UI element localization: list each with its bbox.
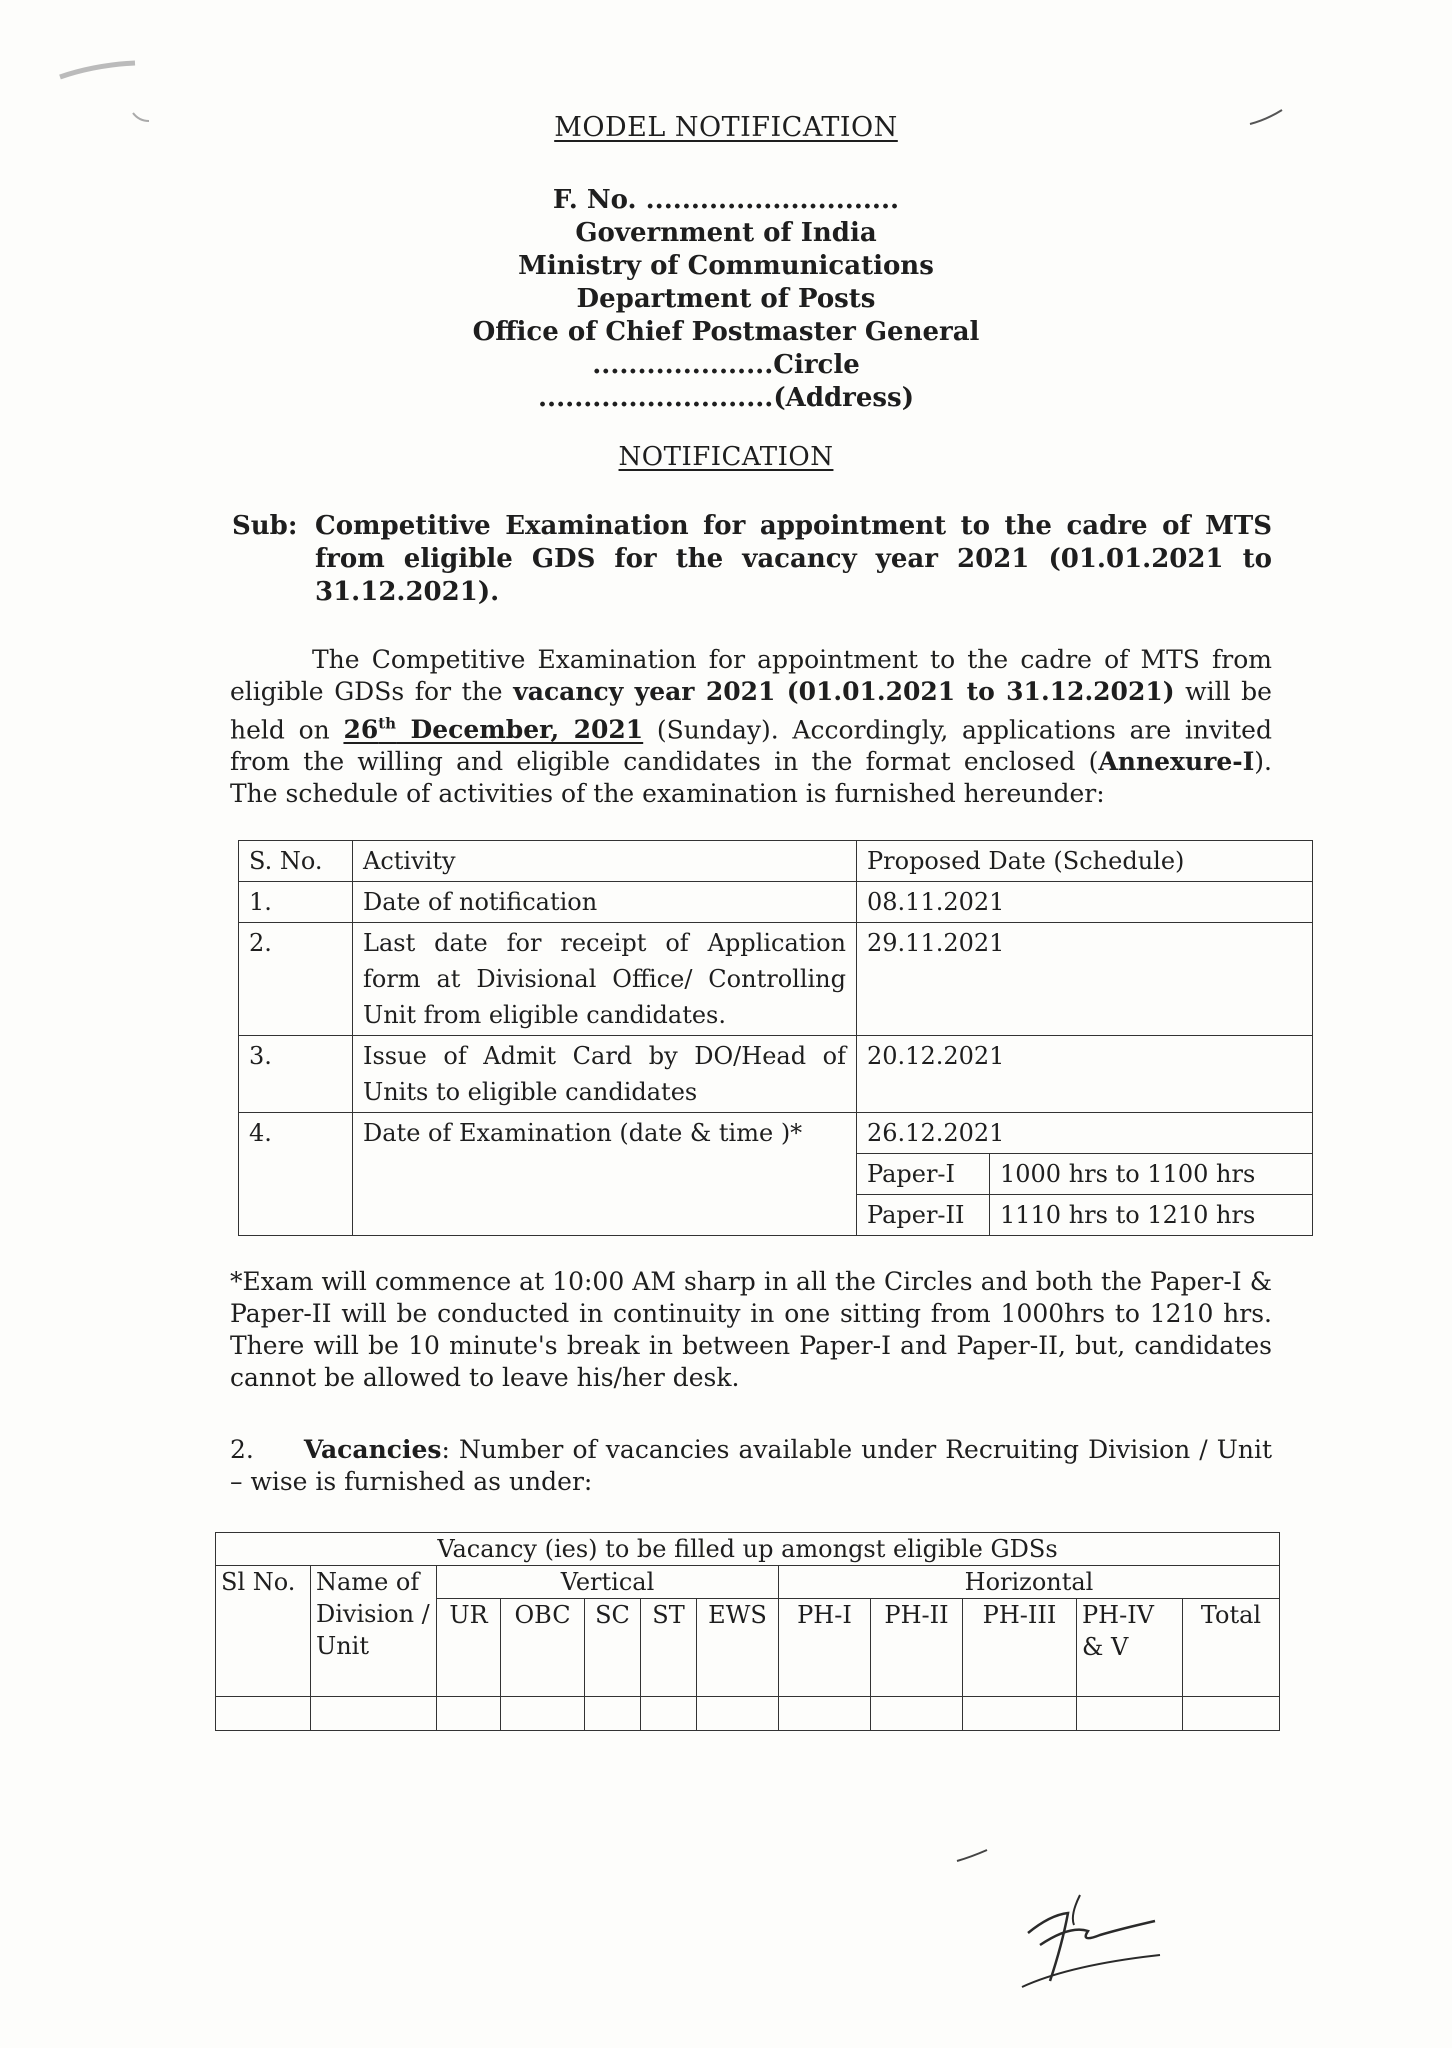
sl-no-header: Sl No. (216, 1566, 311, 1697)
table-row: 2. Last date for receipt of Application form at Divisional Office/ Controlling Unit from eligible candidates. 29.11.2021 (239, 923, 1313, 1036)
exam-note: *Exam will commence at 10:00 AM sharp in all the Circles and both the Paper-I & Paper-II will be conducted in continuity in one sitting from 1000hrs to 1210 hrs. There will be 10 minute's break in between Paper-I and Paper-II, but, candidates cannot be allowed to leave his/her desk. (230, 1267, 1272, 1392)
vacancies-label: Vacancies (303, 1435, 442, 1464)
vacancy-table (215, 1532, 1280, 1731)
model-notification-title: MODEL NOTIFICATION (554, 112, 898, 143)
header-sno: S. No. (239, 841, 353, 882)
header-date: Proposed Date (Schedule) (857, 841, 1313, 882)
vacancy-year-bold: vacancy year 2021 (01.01.2021 to 31.12.2021) (513, 677, 1175, 706)
ink-mark (955, 1848, 989, 1864)
subject-text: Competitive Examination for appointment to the cadre of MTS from eligible GDS for the vacancy year 2021 (01.01.2021 to 31.12.2021). (315, 511, 1272, 607)
office-line: Office of Chief Postmaster General (472, 317, 980, 347)
scan-smudge (55, 55, 155, 125)
notification-title: NOTIFICATION (618, 442, 834, 472)
exam-date-bold: 26th December, 2021 (343, 715, 644, 745)
division-header: Name of Division / Unit (311, 1566, 437, 1697)
govt-line: Government of India (575, 218, 877, 248)
table-row (216, 1533, 1280, 1566)
horizontal-header: Horizontal (779, 1566, 1280, 1599)
schedule-table (238, 840, 1313, 1236)
address-line: ..........................(Address) (538, 383, 914, 413)
annexure-bold: Annexure-I (1098, 747, 1255, 777)
table-row: 4. Date of Examination (date & time )* 26.12.2021 (239, 1113, 1313, 1154)
circle-line: ....................Circle (592, 350, 860, 380)
table-row: 3. Issue of Admit Card by DO/Head of Units to eligible candidates 20.12.2021 (239, 1036, 1313, 1113)
header-activity: Activity (353, 841, 857, 882)
table-row (239, 841, 1313, 882)
file-number: F. No. ............................ (552, 185, 900, 215)
table-row: 1. Date of notification 08.11.2021 (239, 882, 1313, 923)
ministry-line: Ministry of Communications (518, 251, 934, 281)
signature (1010, 1885, 1170, 1995)
table-row: Paper-I 1000 hrs to 1100 hrs (239, 1154, 1313, 1195)
table-row: UR OBC SC ST EWS PH-I PH-II PH-III PH-IV & V Total (216, 1599, 1280, 1697)
scan-mark (1248, 108, 1284, 128)
vertical-header: Vertical (437, 1566, 779, 1599)
vacancies-paragraph: 2. Vacancies: Number of vacancies available under Recruiting Division / Unit – wise is furnished as under: (230, 1435, 1272, 1496)
department-line: Department of Posts (576, 284, 876, 314)
intro-paragraph: The Competitive Examination for appointment to the cadre of MTS from eligible GDSs for the vacancy year 2021 (01.01.2021 to 31.12.2021) will be held on 26th December, 2021 (Sunday). Accordingly, applications are invited from the willing and eligible candidates in the format enclosed (Annexure-I). The schedule of activities of the examination is furnished hereunder: (230, 645, 1272, 809)
table-row (216, 1566, 1280, 1599)
table-row (216, 1697, 1280, 1731)
vacancy-caption: Vacancy (ies) to be filled up amongst eligible GDSs (216, 1533, 1280, 1566)
subject-label: Sub: (232, 511, 298, 541)
subject-block (232, 510, 1272, 609)
table-row: Paper-II 1110 hrs to 1210 hrs (239, 1195, 1313, 1236)
